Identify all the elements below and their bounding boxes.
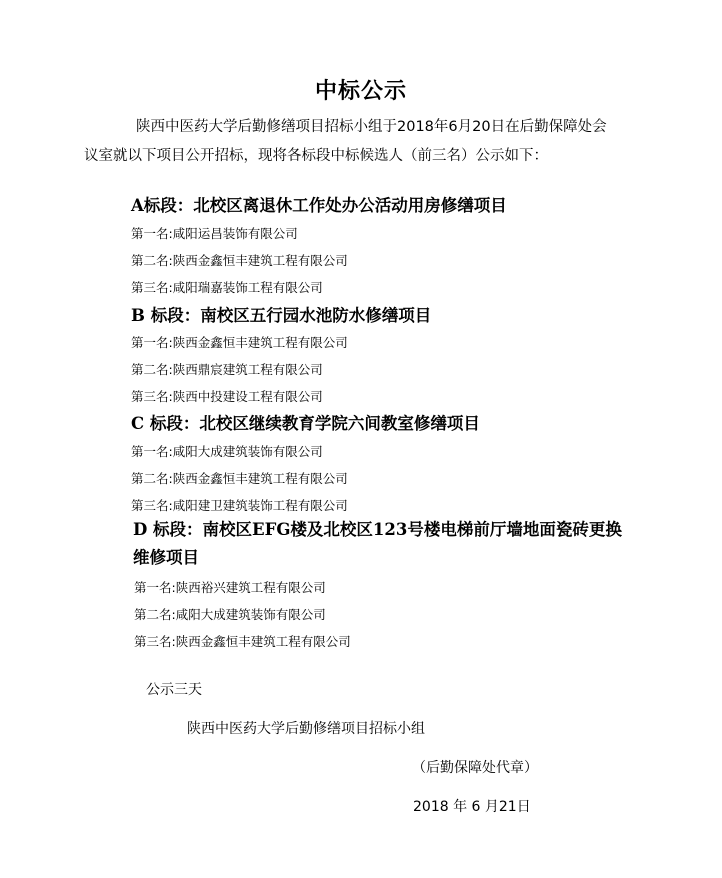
winner-rank: 第一名: — [131, 335, 173, 350]
winner-company: 陕西金鑫恒丰建筑工程有限公司 — [172, 471, 348, 486]
winner-company: 陕西鼎宸建筑工程有限公司 — [172, 362, 323, 377]
winner-company: 陕西裕兴建筑工程有限公司 — [175, 580, 326, 595]
notice-period: 公示三天 — [146, 682, 202, 698]
section-c-winner-3 — [131, 496, 348, 514]
winner-rank: 第三名: — [131, 280, 173, 295]
issue-date: 2018 年 6 月21日 — [413, 799, 531, 815]
winner-rank: 第三名: — [131, 389, 173, 404]
winner-rank: 第一名: — [134, 580, 176, 595]
winner-company: 咸阳瑞嘉装饰工程有限公司 — [172, 280, 323, 295]
section-c-heading: C 标段：北校区继续教育学院六间教室修缮项目 — [131, 414, 480, 433]
section-c-winner-1 — [131, 442, 323, 460]
section-a-winner-3 — [131, 278, 323, 296]
winner-company: 陕西金鑫恒丰建筑工程有限公司 — [172, 253, 348, 268]
page-title: 中标公示 — [314, 78, 407, 104]
signature-line: 陕西中医药大学后勤修缮项目招标小组 — [187, 721, 425, 737]
winner-rank: 第二名: — [131, 253, 173, 268]
section-d-heading: D 标段：南校区EFG楼及北校区123号楼电梯前厅墙地面瓷砖更换维修项目 — [133, 520, 622, 567]
section-c-winner-2 — [131, 469, 348, 487]
winner-company: 陕西金鑫恒丰建筑工程有限公司 — [172, 335, 348, 350]
winner-rank: 第三名: — [131, 498, 173, 513]
winner-company: 咸阳大成建筑装饰有限公司 — [175, 607, 326, 622]
section-d-winner-2 — [134, 605, 326, 623]
winner-rank: 第一名: — [131, 226, 173, 241]
winner-company: 陕西中投建设工程有限公司 — [172, 389, 323, 404]
winner-rank: 第三名: — [134, 634, 176, 649]
section-a-heading: A标段：北校区离退休工作处办公活动用房修缮项目 — [131, 196, 507, 215]
winner-company: 咸阳大成建筑装饰有限公司 — [172, 444, 323, 459]
winner-rank: 第二名: — [134, 607, 176, 622]
winner-company: 咸阳运昌装饰有限公司 — [172, 226, 298, 241]
section-a-winner-1 — [131, 224, 298, 242]
intro-line-1: 陕西中医药大学后勤修缮项目招标小组于2018年6月20日在后勤保障处会 — [136, 119, 607, 135]
section-d-winner-1 — [134, 578, 326, 596]
section-d-winner-3 — [134, 632, 351, 650]
winner-company: 咸阳建卫建筑装饰工程有限公司 — [172, 498, 348, 513]
winner-rank: 第二名: — [131, 362, 173, 377]
section-b-winner-3 — [131, 387, 323, 405]
section-b-winner-1 — [131, 333, 348, 351]
intro-line-2: 议室就以下项目公开招标，现将各标段中标候选人（前三名）公示如下： — [84, 148, 548, 164]
winner-rank: 第二名: — [131, 471, 173, 486]
section-b-heading: B 标段：南校区五行园水池防水修缮项目 — [131, 306, 432, 325]
section-a-winner-2 — [131, 251, 348, 269]
seal-note: （后勤保障处代章） — [412, 760, 538, 776]
winner-rank: 第一名: — [131, 444, 173, 459]
winner-company: 陕西金鑫恒丰建筑工程有限公司 — [175, 634, 351, 649]
section-b-winner-2 — [131, 360, 323, 378]
